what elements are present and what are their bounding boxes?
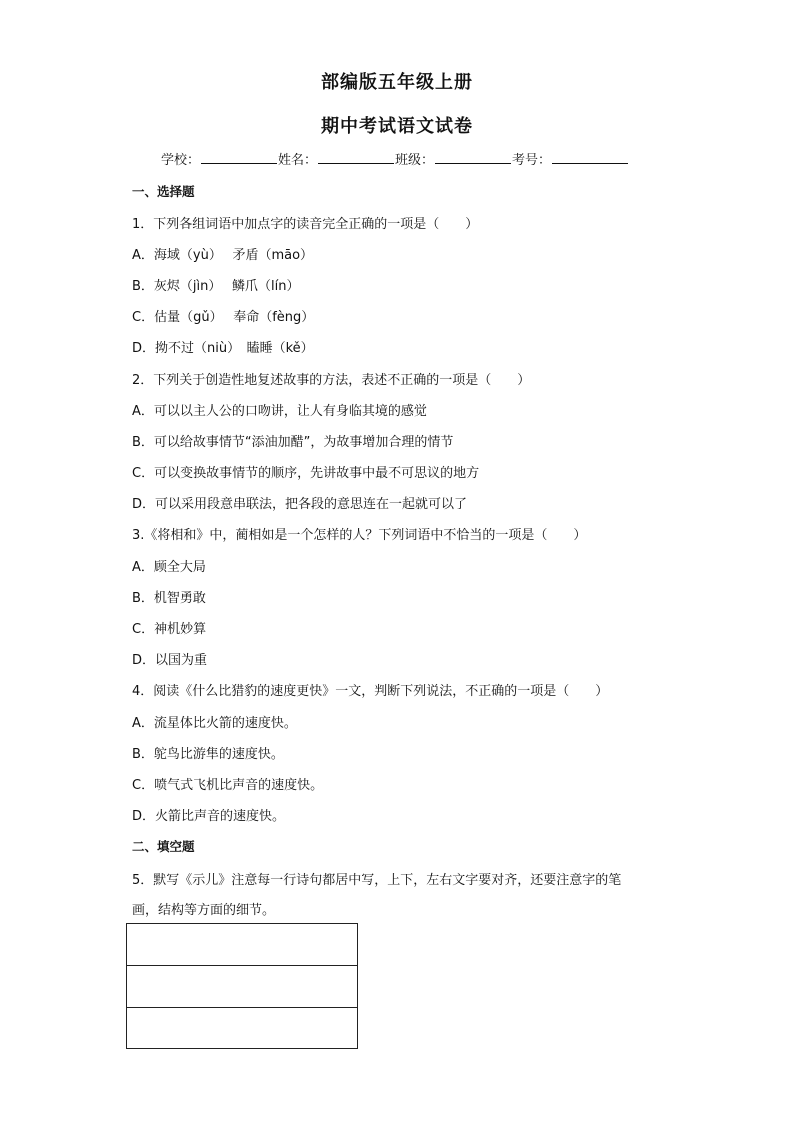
question-3-option-b: B．机智勇敢 bbox=[132, 591, 206, 606]
student-info-line bbox=[161, 149, 629, 168]
poem-writing-box bbox=[126, 923, 358, 1049]
writing-row[interactable] bbox=[127, 966, 357, 1008]
question-1-option-c: C．估量（gǔ） 奉命（fèng） bbox=[132, 310, 315, 325]
page-subtitle: 期中考试语文试卷 bbox=[321, 116, 473, 137]
question-3-option-c: C．神机妙算 bbox=[132, 622, 207, 637]
writing-row[interactable] bbox=[127, 924, 357, 966]
question-3-stem: 3.《将相和》中，蔺相如是一个怎样的人？下列词语中不恰当的一项是（ ） bbox=[132, 528, 587, 543]
section-heading-fill: 二、填空题 bbox=[132, 839, 195, 854]
question-4-option-a: A．流星体比火箭的速度快。 bbox=[132, 716, 297, 731]
question-2-option-b: B．可以给故事情节“添油加醋”，为故事增加合理的情节 bbox=[132, 435, 454, 450]
name-label: 姓名： bbox=[278, 153, 318, 168]
question-3-option-a: A．顾全大局 bbox=[132, 560, 206, 575]
school-label: 学校： bbox=[161, 153, 201, 168]
question-4-stem: 4．阅读《什么比猎豹的速度更快》一文，判断下列说法，不正确的一项是（ ） bbox=[132, 684, 609, 699]
class-label: 班级： bbox=[395, 153, 435, 168]
question-1-stem: 1．下列各组词语中加点字的读音完全正确的一项是（ ） bbox=[132, 217, 479, 232]
class-blank[interactable] bbox=[435, 151, 511, 164]
exam-no-blank[interactable] bbox=[552, 151, 628, 164]
question-1-option-a: A．海域（yù） 矛盾（māo） bbox=[132, 248, 314, 263]
question-4-option-c: C．喷气式飞机比声音的速度快。 bbox=[132, 778, 324, 793]
question-1-option-b: B．灰烬（jìn） 鳞爪（lín） bbox=[132, 279, 300, 294]
question-2-option-c: C．可以变换故事情节的顺序，先讲故事中最不可思议的地方 bbox=[132, 466, 480, 481]
question-3-option-d: D．以国为重 bbox=[132, 653, 208, 668]
question-5-line-1: 5．默写《示儿》注意每一行诗句都居中写，上下，左右文字要对齐，还要注意字的笔 bbox=[132, 873, 622, 888]
section-heading-choice: 一、选择题 bbox=[132, 184, 195, 199]
page-title: 部编版五年级上册 bbox=[321, 72, 473, 93]
question-5-line-2: 画，结构等方面的细节。 bbox=[132, 903, 276, 918]
name-blank[interactable] bbox=[318, 151, 394, 164]
question-1-option-d: D．拗不过（niù） 瞌睡（kě） bbox=[132, 341, 314, 356]
question-2-option-a: A．可以以主人公的口吻讲，让人有身临其境的感觉 bbox=[132, 404, 427, 419]
question-4-option-d: D．火箭比声音的速度快。 bbox=[132, 809, 286, 824]
question-2-stem: 2．下列关于创造性地复述故事的方法，表述不正确的一项是（ ） bbox=[132, 373, 531, 388]
writing-row[interactable] bbox=[127, 1008, 357, 1050]
question-4-option-b: B．鸵鸟比游隼的速度快。 bbox=[132, 747, 284, 762]
question-2-option-d: D．可以采用段意串联法，把各段的意思连在一起就可以了 bbox=[132, 497, 468, 512]
school-blank[interactable] bbox=[201, 151, 277, 164]
exam-no-label: 考号： bbox=[512, 153, 552, 168]
